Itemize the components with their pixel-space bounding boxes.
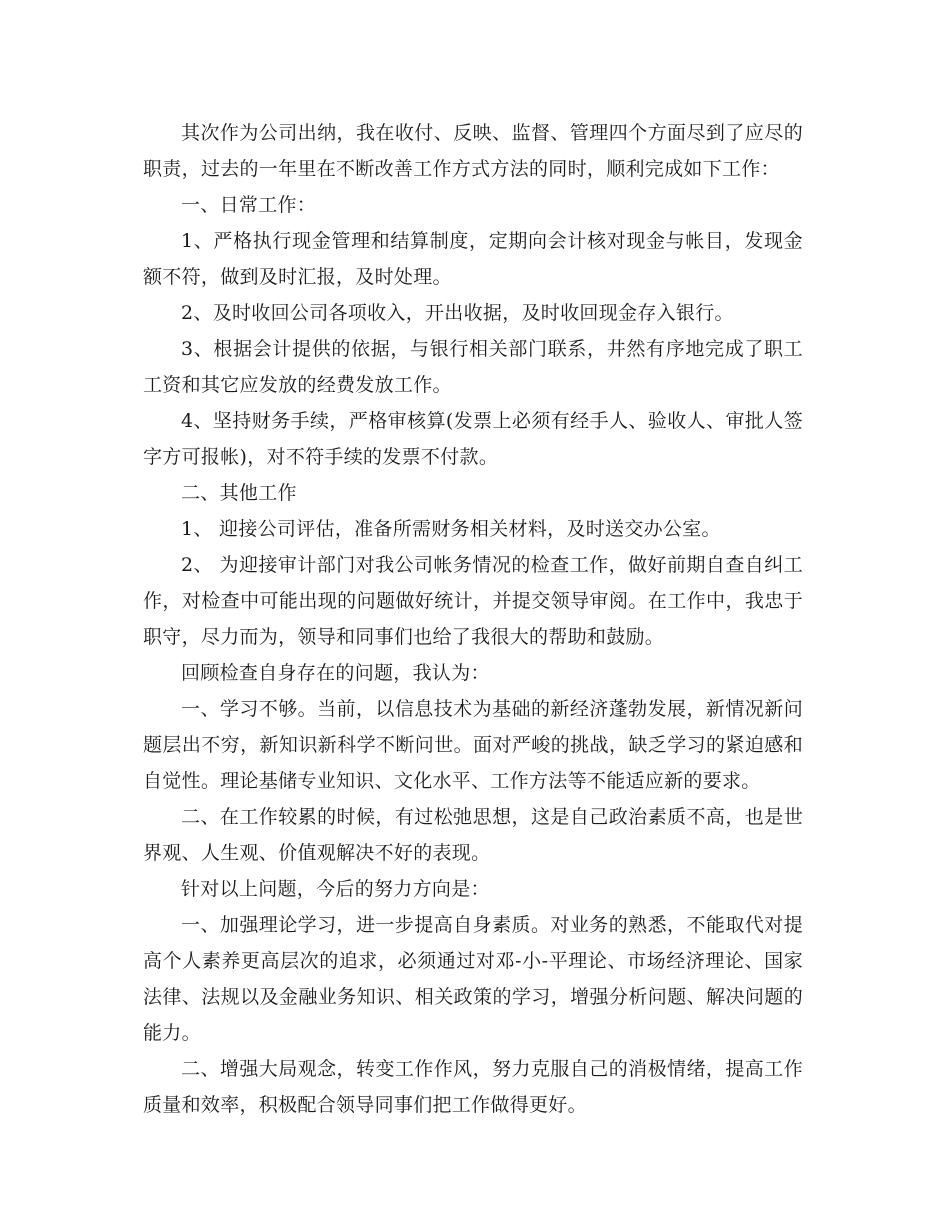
paragraph: 2、及时收回公司各项收入，开出收据，及时收回现金存入银行。 <box>181 302 734 324</box>
paragraph: 二、在工作较累的时候，有过松弛思想，这是自己政治素质不高，也是世界观、人生观、价值观解决不好的表现。 <box>143 806 803 864</box>
paragraph: 一、学习不够。当前，以信息技术为基础的新经济蓬勃发展，新情况新问题层出不穷，新知识新科学不断问世。面对严峻的挑战，缺乏学习的紧迫感和自觉性。理论基储专业知识、文化水平、工作方法等不能适应新的要求。 <box>143 698 803 792</box>
section-heading: 一、日常工作： <box>181 194 317 216</box>
document-body <box>143 115 803 1123</box>
paragraph: 2、 为迎接审计部门对我公司帐务情况的检查工作，做好前期自查自纠工作，对检查中可能出现的问题做好统计，并提交领导审阅。在工作中，我忠于职守，尽力而为，领导和同事们也给了我很大的帮助和鼓励。 <box>143 554 803 648</box>
paragraph: 回顾检查自身存在的问题，我认为： <box>181 662 490 684</box>
paragraph: 4、坚持财务手续，严格审核算(发票上必须有经手人、验收人、审批人签字方可报帐)，对不符手续的发票不付款。 <box>143 410 803 468</box>
paragraph: 其次作为公司出纳，我在收付、反映、监督、管理四个方面尽到了应尽的职责，过去的一年里在不断改善工作方式方法的同时，顺利完成如下工作： <box>143 122 803 180</box>
paragraph: 一、加强理论学习，进一步提高自身素质。对业务的熟悉，不能取代对提高个人素养更高层次的追求，必须通过对邓-小-平理论、市场经济理论、国家法律、法规以及金融业务知识、相关政策的学习，增强分析问题、解决问题的能力。 <box>143 914 803 1044</box>
paragraph: 1、严格执行现金管理和结算制度，定期向会计核对现金与帐目，发现金额不符，做到及时汇报，及时处理。 <box>143 230 803 288</box>
paragraph: 二、增强大局观念，转变工作作风，努力克服自己的消极情绪，提高工作质量和效率，积极配合领导同事们把工作做得更好。 <box>143 1058 803 1116</box>
paragraph: 3、根据会计提供的依据，与银行相关部门联系，井然有序地完成了职工工资和其它应发放的经费发放工作。 <box>143 338 803 396</box>
paragraph: 针对以上问题，今后的努力方向是： <box>181 878 490 900</box>
section-heading: 二、其他工作 <box>181 482 297 504</box>
paragraph: 1、 迎接公司评估，准备所需财务相关材料，及时送交办公室。 <box>181 518 721 540</box>
